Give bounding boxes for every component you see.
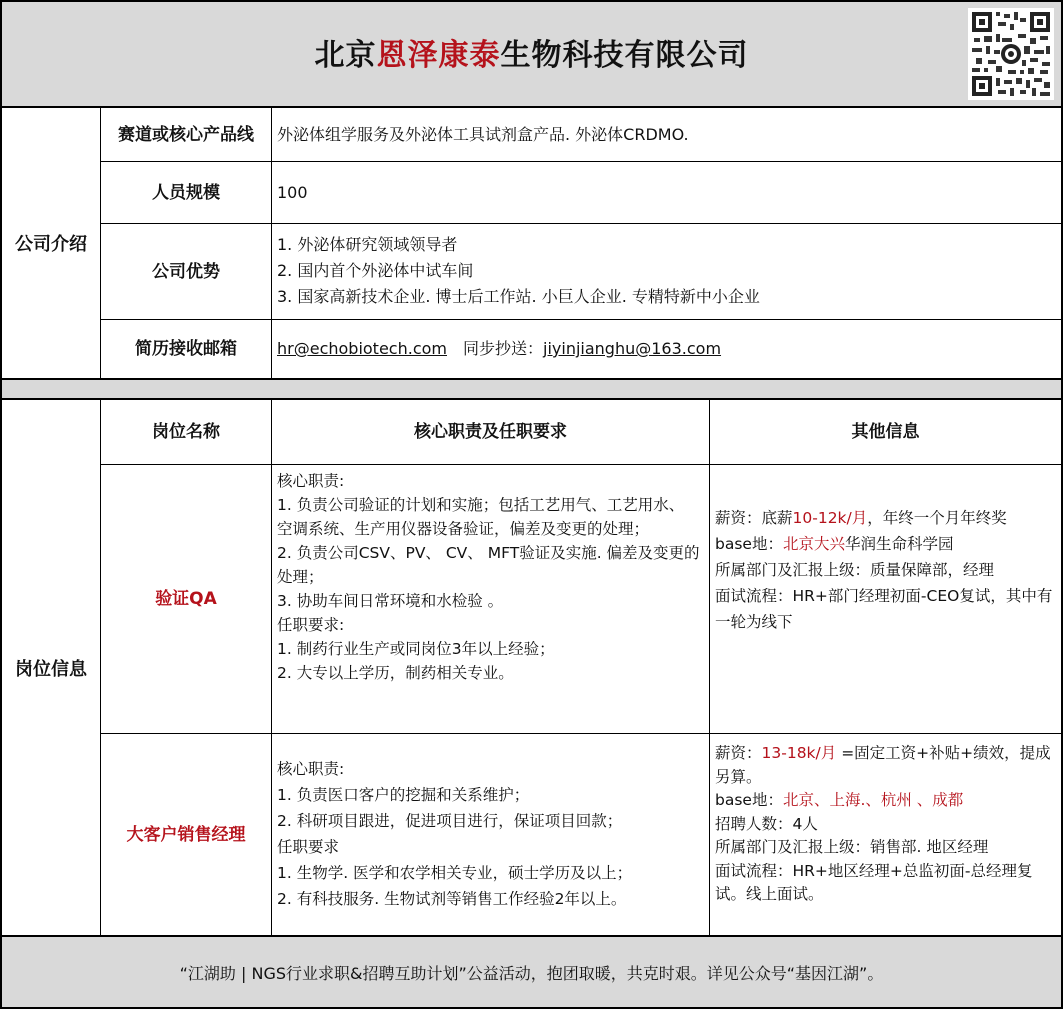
base-city: 北京、上海.、杭州 、成都 <box>782 791 964 809</box>
row-label-size <box>101 162 271 224</box>
position-name-sales <box>101 734 271 935</box>
salary-info <box>715 742 1056 789</box>
label-text: 简历接收邮箱 <box>135 339 237 359</box>
section-gap <box>2 380 1061 398</box>
section-label-positions <box>2 400 101 935</box>
duty-line: 任职要求: <box>277 616 345 634</box>
header-text: 其他信息 <box>851 422 920 442</box>
salary-value: 13-18k/月 <box>761 744 837 762</box>
col-header-other <box>709 400 1061 465</box>
base-city: 北京大兴 <box>782 535 845 553</box>
position-name-qa <box>101 465 271 734</box>
interview-process: 面试流程：HR+地区经理+总监初面-总经理复试。线上面试。 <box>715 861 1033 903</box>
salary-label: 薪资： <box>715 744 762 762</box>
base-info <box>715 789 1056 813</box>
row-value-track <box>271 108 1061 162</box>
base-label: base地： <box>715 791 783 809</box>
col-header-duties <box>271 400 709 465</box>
dept-info: 所属部门及汇报上级：质量保障部，经理 <box>715 561 995 579</box>
base-info <box>715 531 1056 557</box>
salary-note: =固定工资+补贴+绩效，提成另算。 <box>715 744 1051 786</box>
duty-line: 1. 负责医口客户的挖掘和关系维护； <box>277 786 530 804</box>
row-label-advantages <box>101 224 271 320</box>
label-text: 公司优势 <box>152 261 220 282</box>
footer-text: “江湖助 | NGS行业求职&招聘互助计划”公益活动，抱团取暖，共克时艰。详见公众号“基因江湖”。 <box>179 963 884 983</box>
salary-value: 10-12k/月 <box>792 509 868 527</box>
salary-info <box>715 505 1056 531</box>
qr-code-icon[interactable] <box>968 8 1054 100</box>
position-title: 验证QA <box>155 589 217 609</box>
row-label-track <box>101 108 271 162</box>
duty-line: 3. 协助车间日常环境和水检验 。 <box>277 592 504 610</box>
duty-line: 1. 负责公司验证的计划和实施；包括工艺用气、工艺用水、 空调系统、生产用仪器设备验证，偏差及变更的处理； <box>277 496 685 538</box>
duty-line: 核心职责: <box>277 472 345 490</box>
label-text: 赛道或核心产品线 <box>118 124 254 145</box>
cc-label: 同步抄送： <box>463 339 544 358</box>
label-text: 人员规模 <box>152 182 220 203</box>
header-text: 岗位名称 <box>152 422 220 442</box>
row-label-email <box>101 320 271 378</box>
duty-line: 核心职责: <box>277 760 345 778</box>
duty-line: 2. 大专以上学历，制药相关专业。 <box>277 664 514 682</box>
base-label: base地： <box>715 535 783 553</box>
header-text: 核心职责及任职要求 <box>414 422 567 442</box>
advantage-item: 3. 国家高新技术企业. 博士后工作站. 小巨人企业. 专精特新中小企业 <box>277 287 760 306</box>
col-header-position <box>101 400 271 465</box>
section-label-company-text: 公司介绍 <box>15 234 87 255</box>
header <box>2 2 1061 108</box>
cc-email-link[interactable]: jiyinjianghu@163.com <box>543 339 722 358</box>
value-text: 100 <box>277 182 308 202</box>
base-location: 华润生命科学园 <box>844 535 954 553</box>
advantage-item: 1. 外泌体研究领域领导者 <box>277 235 458 254</box>
value-text: 外泌体组学服务及外泌体工具试剂盒产品. 外泌体CRDMO. <box>277 124 689 144</box>
interview-process: 面试流程：HR+部门经理初面-CEO复试，其中有一轮为线下 <box>715 587 1053 631</box>
page-title <box>2 30 1061 74</box>
salary-label: 薪资：底薪 <box>715 509 793 527</box>
dept-info: 所属部门及汇报上级：销售部. 地区经理 <box>715 838 989 856</box>
row-value-email <box>271 320 1061 378</box>
title-highlight: 恩泽康泰 <box>376 38 501 73</box>
duty-line: 任职要求 <box>277 838 340 856</box>
salary-note: ，年终一个月年终奖 <box>867 509 1007 527</box>
duty-line: 1. 制药行业生产或同岗位3年以上经验； <box>277 640 555 658</box>
duty-line: 2. 有科技服务. 生物试剂等销售工作经验2年以上。 <box>277 890 627 908</box>
duty-line: 2. 负责公司CSV、PV、 CV、 MFT验证及实施. 偏差及变更的处理； <box>277 544 700 586</box>
row-value-size <box>271 162 1061 224</box>
headcount-info: 招聘人数：4人 <box>715 814 818 833</box>
title-prefix: 北京 <box>314 38 377 73</box>
hr-email-link[interactable]: hr@echobiotech.com <box>277 339 447 358</box>
section-label-positions-text: 岗位信息 <box>15 658 87 680</box>
duty-line: 2. 科研项目跟进，促进项目进行，保证项目回款； <box>277 812 623 830</box>
duty-line: 1. 生物学. 医学和农学相关专业，硕士学历及以上； <box>277 864 633 882</box>
position-duties-sales <box>271 734 709 935</box>
position-other-sales <box>709 734 1061 935</box>
advantage-item: 2. 国内首个外泌体中试车间 <box>277 261 474 280</box>
footer <box>2 937 1061 1007</box>
position-title: 大客户销售经理 <box>126 824 246 845</box>
section-label-company <box>2 108 101 378</box>
position-duties-qa <box>271 465 709 734</box>
title-suffix: 生物科技有限公司 <box>500 38 749 73</box>
row-value-advantages <box>271 224 1061 320</box>
position-other-qa <box>709 465 1061 734</box>
